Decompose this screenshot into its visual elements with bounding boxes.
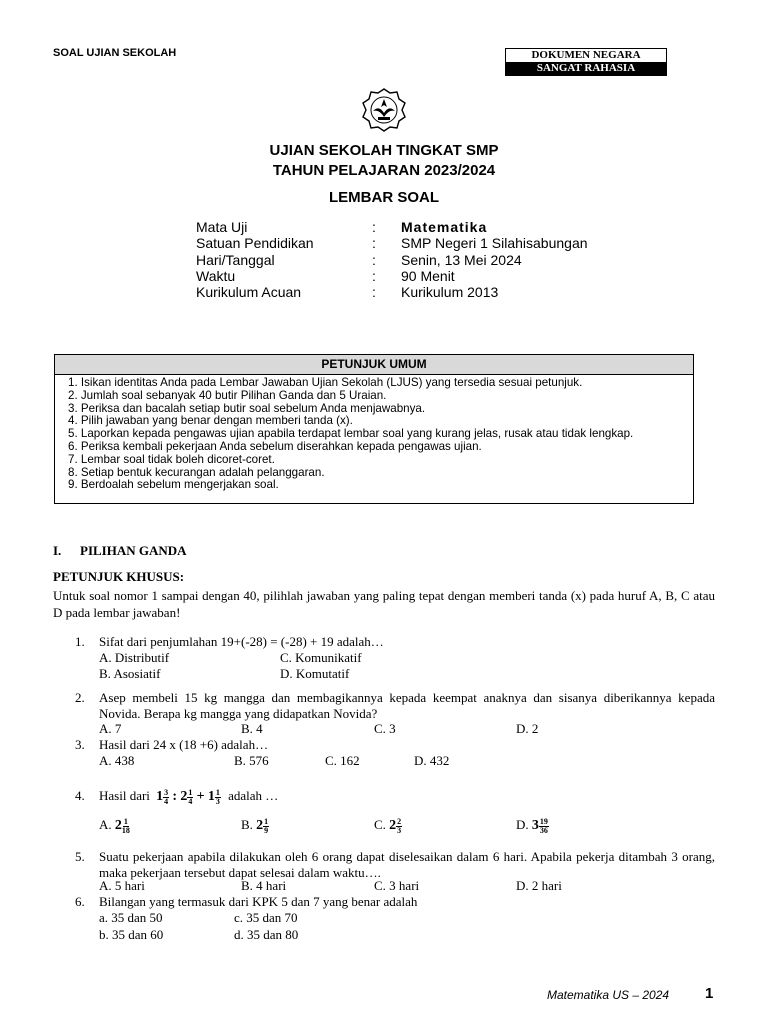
option-c: C. 3 hari <box>374 878 420 893</box>
numerator: 19 <box>539 816 548 826</box>
whole-part: 1 <box>156 789 164 804</box>
option-b: b. 35 dan 60 <box>99 927 164 942</box>
denominator: 4 <box>188 796 193 806</box>
question-6 <box>75 894 715 910</box>
instruction-item: 1. Isikan identitas Anda pada Lembar Jawaban Ujian Sekolah (LJUS) yang tersedia sesuai petunjuk. <box>68 376 583 389</box>
sheet-title: LEMBAR SOAL <box>329 189 439 206</box>
operator: + <box>196 789 205 804</box>
option-label: A. <box>99 817 112 832</box>
whole-part: 2 <box>114 818 122 833</box>
question-text-suffix: adalah … <box>228 788 279 803</box>
info-key: Kurikulum Acuan <box>196 284 302 301</box>
option-d: D. 2 hari <box>516 878 562 893</box>
option-c <box>374 817 402 835</box>
fraction <box>187 789 193 806</box>
question-number: 3. <box>75 737 85 752</box>
option-label: D. <box>516 817 529 832</box>
instruction-item: 3. Periksa dan bacalah setiap butir soal sebelum Anda menjawabnya. <box>68 401 426 415</box>
general-instructions-box <box>54 354 694 504</box>
question-text-prefix: Hasil dari <box>99 788 150 803</box>
fraction <box>263 818 269 835</box>
tut-wuri-handayani-emblem-icon <box>359 87 409 133</box>
info-value: SMP Negeri 1 Silahisabungan <box>401 235 588 252</box>
question-number: 5. <box>75 849 85 864</box>
info-key: Waktu <box>196 267 236 284</box>
operator: : <box>172 789 178 804</box>
stamp-bottom-text: SANGAT RAHASIA <box>506 62 666 75</box>
instruction-item: 9. Berdoalah sebelum mengerjakan soal. <box>68 478 279 492</box>
option-b: B. 4 <box>241 721 263 736</box>
option-label: C. <box>374 817 386 832</box>
fraction <box>215 789 221 806</box>
option-b: B. 4 hari <box>241 878 287 893</box>
instruction-item: 4. Pilih jawaban yang benar dengan memberi tanda (x). <box>68 414 353 428</box>
option-d: d. 35 dan 80 <box>234 927 299 942</box>
info-key: Hari/Tanggal <box>196 251 275 268</box>
option-d: D. 2 <box>516 721 539 736</box>
option-c: C. Komunikatif <box>280 650 362 665</box>
option-a: A. 7 <box>99 721 122 736</box>
question-1 <box>75 634 715 650</box>
instruction-item: 2. Jumlah soal sebanyak 40 butir Pilihan Ganda dan 5 Uraian. <box>68 388 387 402</box>
whole-part: 2 <box>256 818 264 833</box>
info-separator: : <box>372 267 376 284</box>
option-d: D. 432 <box>414 753 450 768</box>
option-b: B. Asosiatif <box>99 666 161 681</box>
denominator: 36 <box>539 825 548 835</box>
question-text <box>99 788 715 806</box>
exam-title: UJIAN SEKOLAH TINGKAT SMP <box>269 142 499 159</box>
exam-info-table <box>196 219 588 300</box>
fraction <box>539 818 549 835</box>
info-separator: : <box>372 284 376 301</box>
numerator: 1 <box>215 787 220 797</box>
info-separator: : <box>372 235 376 252</box>
question-text: Bilangan yang termasuk dari KPK 5 dan 7 yang benar adalah <box>99 894 418 909</box>
whole-part: 2 <box>389 818 397 833</box>
question-text: Suatu pekerjaan apabila dilakukan oleh 6 orang dapat diselesaikan dalam 6 hari. Apabila pekerja ditambah 3 orang, maka pekerjaan tersebut dapat selesai dalam waktu…. <box>99 849 715 880</box>
info-value: Senin, 13 Mei 2024 <box>401 251 522 268</box>
fraction <box>122 818 130 835</box>
option-a: A. 5 hari <box>99 878 145 893</box>
question-number: 6. <box>75 894 85 909</box>
document-header-label: SOAL UJIAN SEKOLAH <box>53 47 177 59</box>
fraction <box>396 818 402 835</box>
numerator: 2 <box>397 816 402 826</box>
option-b <box>241 817 269 835</box>
option-a: A. Distributif <box>99 650 170 665</box>
denominator: 3 <box>215 796 220 806</box>
info-value: Kurikulum 2013 <box>401 284 499 301</box>
numerator: 1 <box>188 787 193 797</box>
info-value: 90 Menit <box>401 267 455 284</box>
question-2 <box>75 690 715 722</box>
info-key: Mata Uji <box>196 219 248 235</box>
option-d: D. Komutatif <box>280 666 350 681</box>
question-5 <box>75 849 715 881</box>
denominator: 9 <box>264 825 269 835</box>
info-row-duration <box>196 268 588 284</box>
fraction-expression <box>156 787 224 806</box>
info-row-date <box>196 252 588 268</box>
info-separator: : <box>372 251 376 268</box>
footer-text: Matematika US – 2024 <box>547 988 670 1002</box>
denominator: 18 <box>121 825 130 835</box>
option-d <box>516 817 549 835</box>
question-number: 1. <box>75 634 85 649</box>
question-text: Hasil dari 24 x (18 +6) adalah… <box>99 737 269 752</box>
instruction-item: 6. Periksa kembali pekerjaan Anda sebelum diserahkan kepada pengawas ujian. <box>68 439 482 453</box>
section-number: I. <box>53 543 62 558</box>
option-a: A. 438 <box>99 753 135 768</box>
denominator: 3 <box>397 825 402 835</box>
question-number: 2. <box>75 690 85 705</box>
whole-part: 1 <box>207 789 215 804</box>
question-number: 4. <box>75 788 85 803</box>
whole-part: 3 <box>531 818 539 833</box>
numerator: 1 <box>264 816 269 826</box>
question-text: Asep membeli 15 kg mangga dan membagikannya kepada keempat anaknya dan sisanya diberikannya kepada Novida. Berapa kg mangga yang didapatkan Novida? <box>99 690 715 721</box>
option-a <box>99 817 130 835</box>
numerator: 1 <box>123 816 128 826</box>
specific-instructions-text: Untuk soal nomor 1 sampai dengan 40, pilihlah jawaban yang paling tepat dengan memberi tanda (x) pada huruf A, B, C atau D pada lembar jawaban! <box>53 588 715 620</box>
info-row-curriculum <box>196 284 588 300</box>
option-label: B. <box>241 817 253 832</box>
question-text: Sifat dari penjumlahan 19+(-28) = (-28) + 19 adalah… <box>99 634 384 649</box>
instruction-item: 8. Setiap bentuk kecurangan adalah pelanggaran. <box>68 465 325 479</box>
option-c: C. 162 <box>325 753 360 768</box>
denominator: 4 <box>164 796 169 806</box>
option-a: a. 35 dan 50 <box>99 910 163 925</box>
option-b: B. 576 <box>234 753 269 768</box>
info-row-subject <box>196 219 588 235</box>
general-instructions-heading: PETUNJUK UMUM <box>55 355 693 375</box>
stamp-top-text: DOKUMEN NEGARA <box>531 49 641 61</box>
option-c: c. 35 dan 70 <box>234 910 298 925</box>
instruction-item: 5. Laporkan kepada pengawas ujian apabila terdapat lembar soal yang kurang jelas, rusak atau tidak lengkap. <box>68 427 634 441</box>
instruction-item: 7. Lembar soal tidak boleh dicoret-coret. <box>68 452 275 466</box>
classification-stamp <box>505 48 667 76</box>
info-key: Satuan Pendidikan <box>196 235 314 252</box>
question-4 <box>75 788 715 806</box>
page-number: 1 <box>705 985 714 1002</box>
question-3 <box>75 737 715 753</box>
numerator: 3 <box>164 787 169 797</box>
section-title: PILIHAN GANDA <box>80 543 187 558</box>
general-instructions-list <box>55 375 693 492</box>
info-separator: : <box>372 219 376 235</box>
whole-part: 2 <box>180 789 188 804</box>
fraction <box>163 789 169 806</box>
info-value: Matematika <box>401 219 488 235</box>
academic-year-title: TAHUN PELAJARAN 2023/2024 <box>272 162 496 179</box>
option-c: C. 3 <box>374 721 396 736</box>
info-row-school <box>196 235 588 251</box>
section-heading <box>53 543 187 559</box>
specific-instructions-label: PETUNJUK KHUSUS: <box>53 569 185 584</box>
